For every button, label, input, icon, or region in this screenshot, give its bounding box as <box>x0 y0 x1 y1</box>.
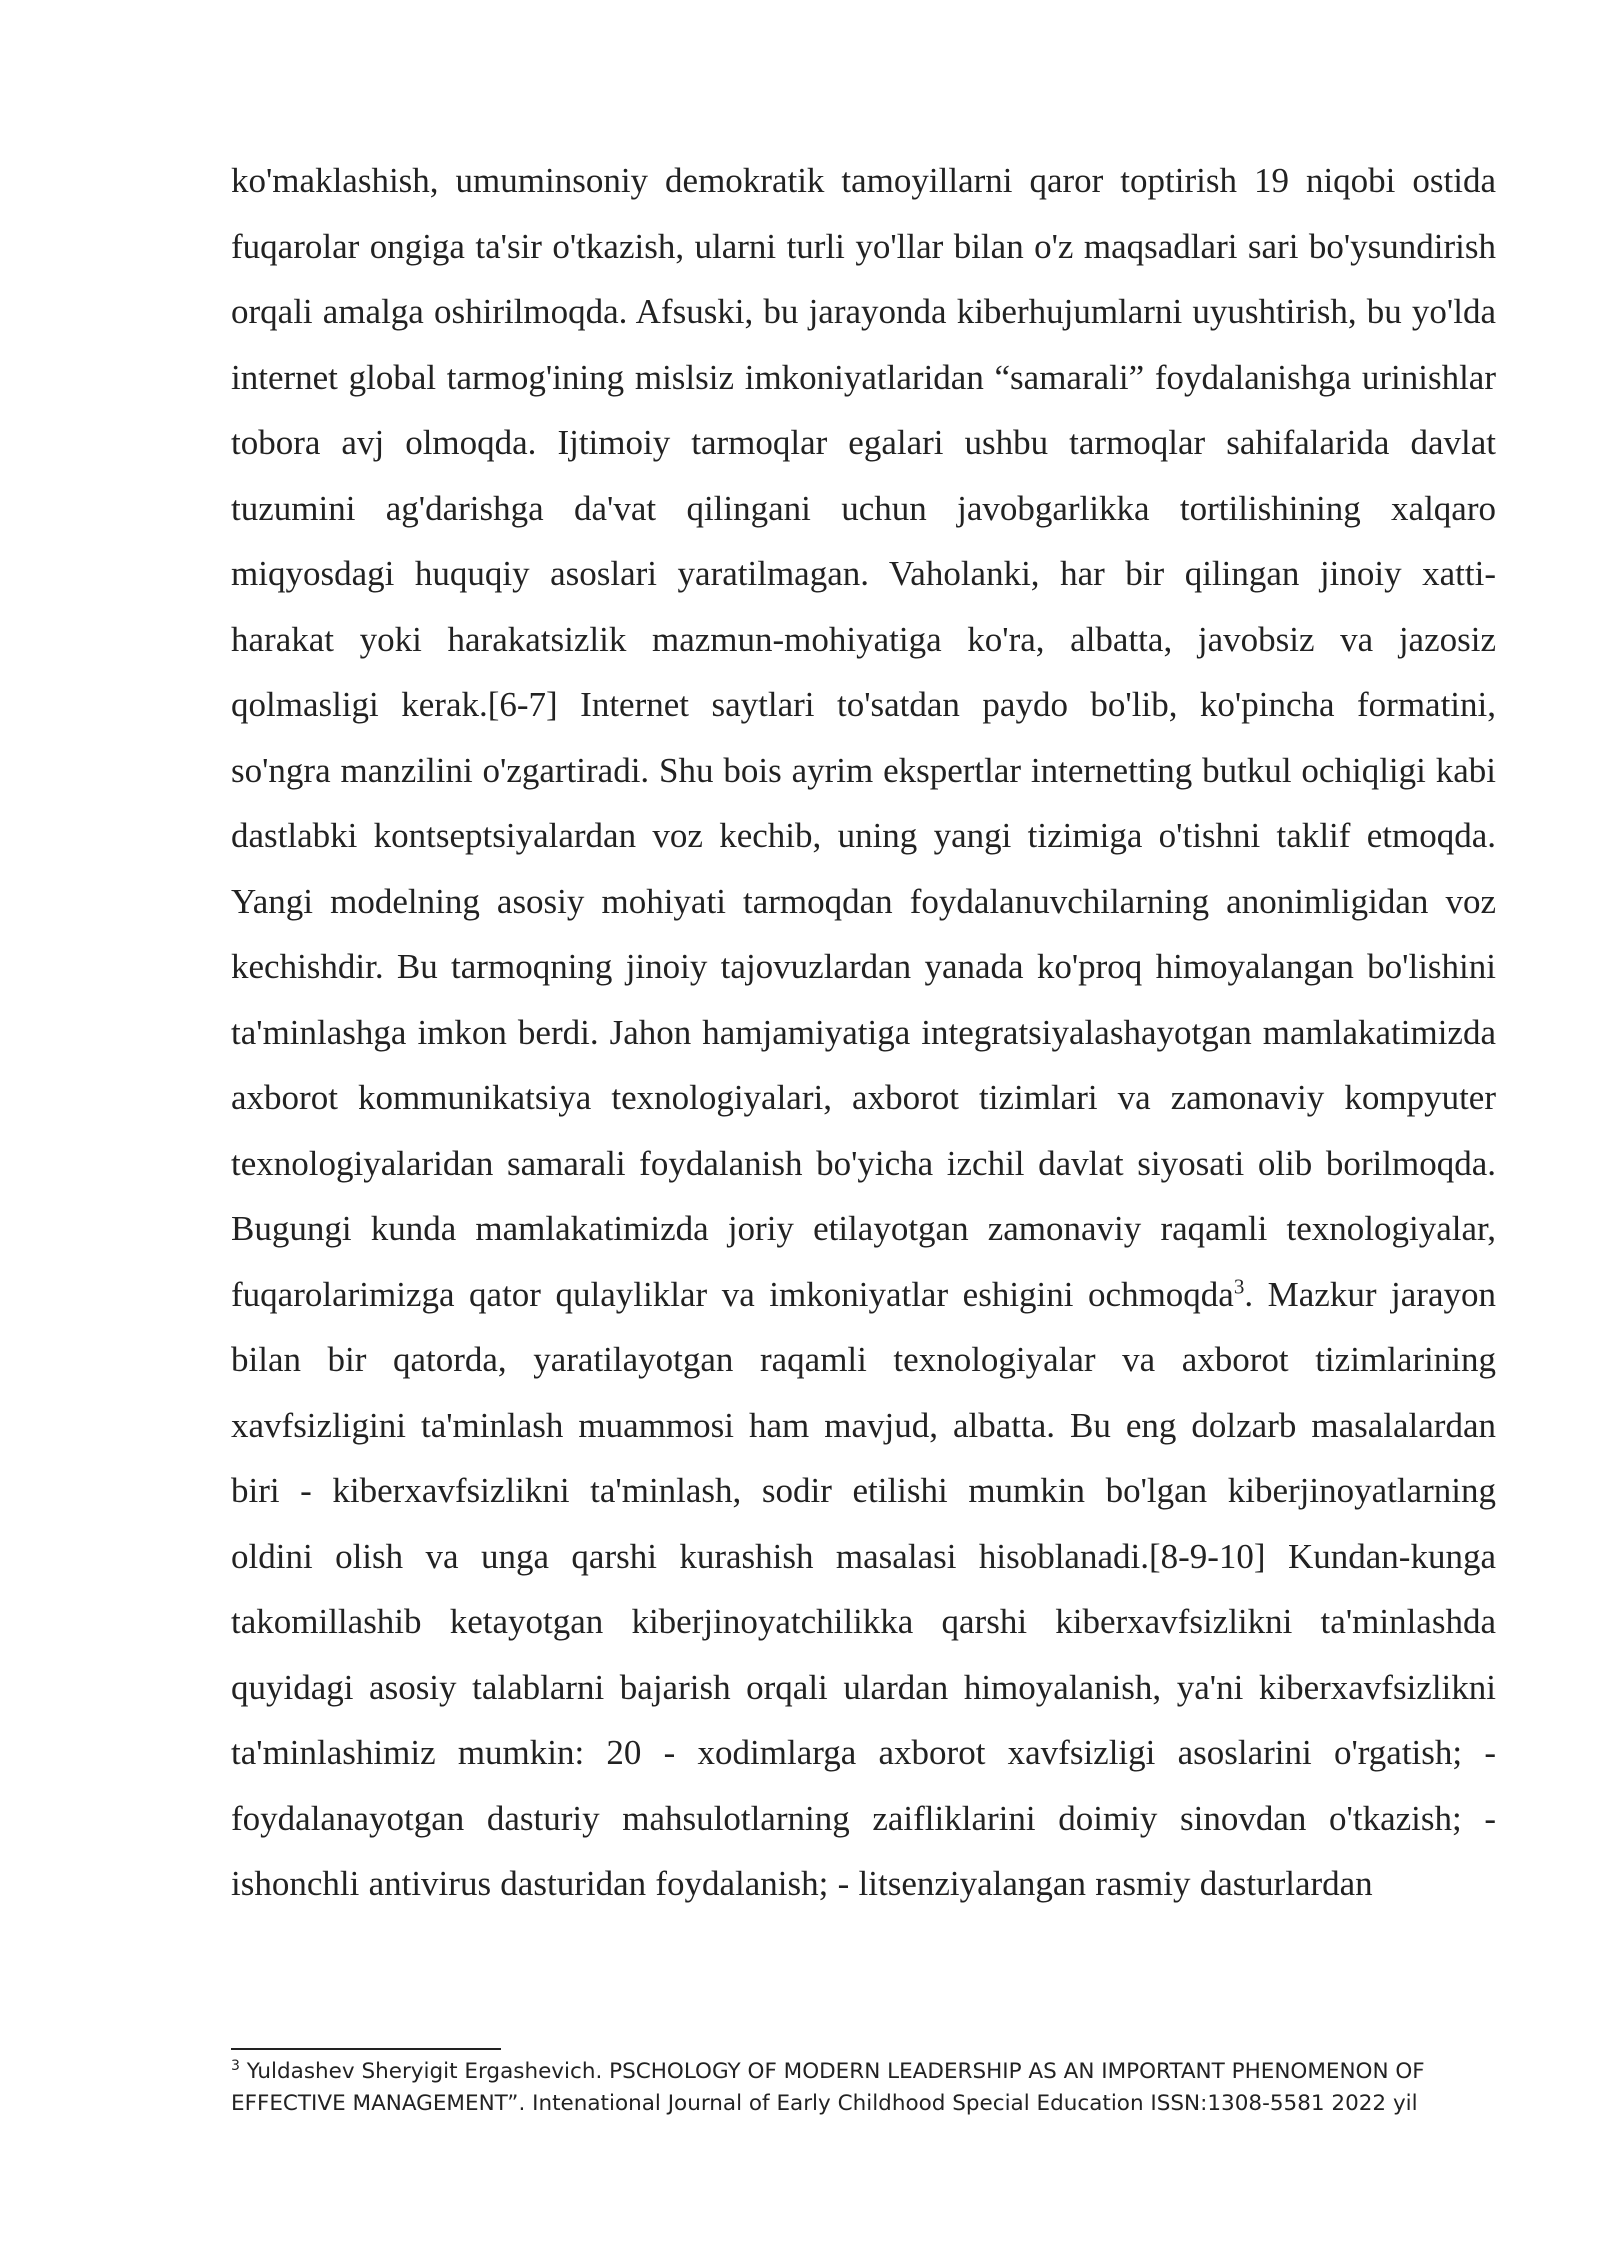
footnote-divider <box>231 2048 501 2050</box>
paragraph-text-part2: . Mazkur jarayon bilan bir qatorda, yaratilayotgan raqamli texnologiyalar va axborot tizimlarining xavfsizligini ta'minlash muammosi ham mavjud, albatta. Bu eng dolzarb masalalardan biri - kiberxavfsizlikni ta'minlash, sodir etilishi mumkin bo'lgan kiberjinoyatlarning oldini olish va unga qarshi kurashish masalasi hisoblanadi.[8-9-10] Kundan-kunga takomillashib ketayotgan kiberjinoyatchilikka qarshi kiberxavfsizlikni ta'minlashda quyidagi asosiy talablarni bajarish orqali ulardan himoyalanish, ya'ni kiberxavfsizlikni ta'minlashimiz mumkin: 20 - xodimlarga axborot xavfsizligi asoslarini o'rgatish; - foydalanayotgan dasturiy mahsulotlarning zaifliklarini doimiy sinovdan o'tkazish; - ishonchli antivirus dasturidan foydalanish; - litsenziyalangan rasmiy dasturlardan <box>231 1274 1496 1903</box>
footnote <box>231 2056 1496 2120</box>
footnote-text: Yuldashev Sheryigit Ergashevich. PSCHOLOGY OF MODERN LEADERSHIP AS AN IMPORTANT PHENOMENON OF EFFECTIVE MANAGEMENT”. Intenational Journal of Early Childhood Special Education ISSN:1308-5581 2022 yil <box>231 2059 1425 2116</box>
body-paragraph <box>231 148 1496 1917</box>
footnote-reference[interactable]: 3 <box>1233 1273 1245 1298</box>
footnote-number: 3 <box>231 2057 240 2074</box>
paragraph-text-part1: ko'maklashish, umuminsoniy demokratik tamoyillarni qaror toptirish 19 niqobi ostida fuqarolar ongiga ta'sir o'tkazish, ularni turli yo'llar bilan o'z maqsadlari sari bo'ysundirish orqali amalga oshirilmoqda. Afsuski, bu jarayonda kiberhujumlarni uyushtirish, bu yo'lda internet global tarmog'ining mislsiz imkoniyatlaridan “samarali” foydalanishga urinishlar tobora avj olmoqda. Ijtimoiy tarmoqlar egalari ushbu tarmoqlar sahifalarida davlat tuzumini ag'darishga da'vat qilingani uchun javobgarlikka tortilishining xalqaro miqyosdagi huquqiy asoslari yaratilmagan. Vaholanki, har bir qilingan jinoiy xatti-harakat yoki harakatsizlik mazmun-mohiyatiga ko'ra, albatta, javobsiz va jazosiz qolmasligi kerak.[6-7] Internet saytlari to'satdan paydo bo'lib, ko'pincha formatini, so'ngra manzilini o'zgartiradi. Shu bois ayrim ekspertlar internetting butkul ochiqligi kabi dastlabki kontseptsiyalardan voz kechib, uning yangi tizimiga o'tishni taklif etmoqda. Yangi modelning asosiy mohiyati tarmoqdan foydalanuvchilarning anonimligidan voz kechishdir. Bu tarmoqning jinoiy tajovuzlardan yanada ko'proq himoyalangan bo'lishini ta'minlashga imkon berdi. Jahon hamjamiyatiga integratsiyalashayotgan mamlakatimizda axborot kommunikatsiya texnologiyalari, axborot tizimlari va zamonaviy kompyuter texnologiyalaridan samarali foydalanish bo'yicha izchil davlat siyosati olib borilmoqda. Bugungi kunda mamlakatimizda joriy etilayotgan zamonaviy raqamli texnologiyalar, fuqarolarimizga qator qulayliklar va imkoniyatlar eshigini ochmoqda <box>231 161 1496 1314</box>
